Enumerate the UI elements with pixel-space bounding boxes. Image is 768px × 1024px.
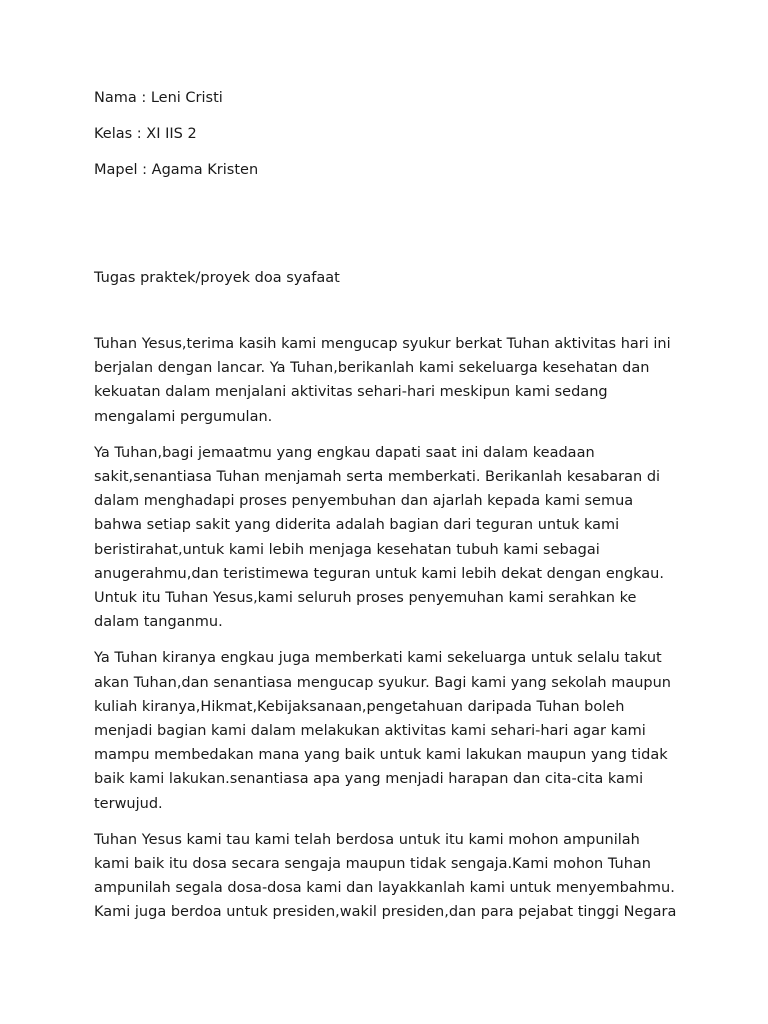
paragraph-line: beristirahat,untuk kami lebih menjaga kesehatan tubuh kami sebagai bbox=[94, 541, 600, 558]
paragraph-line: mampu membedakan mana yang baik untuk kami lakukan maupun yang tidak bbox=[94, 747, 668, 764]
prayer-paragraph bbox=[94, 441, 694, 635]
paragraph-line: Untuk itu Tuhan Yesus,kami seluruh proses penyemuhan kami serahkan ke bbox=[94, 590, 637, 607]
paragraph-line: Kami juga berdoa untuk presiden,wakil presiden,dan para pejabat tinggi Negara bbox=[94, 904, 677, 921]
paragraph-line: anugerahmu,dan teristimewa teguran untuk kami lebih dekat dengan engkau. bbox=[94, 565, 664, 582]
prayer-paragraph bbox=[94, 332, 694, 429]
paragraph-line: dalam tanganmu. bbox=[94, 614, 223, 631]
paragraph-line: dalam menghadapi proses penyembuhan dan ajarlah kepada kami semua bbox=[94, 493, 634, 510]
subject: Mapel : Agama Kristen bbox=[94, 162, 259, 178]
student-class: Kelas : XI IIS 2 bbox=[94, 126, 197, 142]
prayer-body bbox=[94, 332, 694, 925]
paragraph-line: Tuhan Yesus,terima kasih kami mengucap syukur berkat Tuhan aktivitas hari ini bbox=[94, 336, 671, 352]
paragraph-line: berjalan dengan lancar. Ya Tuhan,berikanlah kami sekeluarga kesehatan dan bbox=[94, 360, 650, 377]
paragraph-line: Tuhan Yesus kami tau kami telah berdosa untuk itu kami mohon ampunilah bbox=[94, 831, 640, 848]
student-name: Nama : Leni Cristi bbox=[94, 90, 223, 106]
paragraph-line: kuliah kiranya,Hikmat,Kebijaksanaan,pengetahuan daripada Tuhan boleh bbox=[94, 698, 625, 715]
paragraph-line: mengalami pergumulan. bbox=[94, 408, 273, 425]
paragraph-line: baik kami lakukan.senantiasa apa yang menjadi harapan dan cita-cita kami bbox=[94, 771, 644, 788]
paragraph-line: Ya Tuhan kiranya engkau juga memberkati kami sekeluarga untuk selalu takut bbox=[94, 650, 662, 667]
paragraph-line: kami baik itu dosa secara sengaja maupun tidak sengaja.Kami mohon Tuhan bbox=[94, 856, 651, 873]
paragraph-line: akan Tuhan,dan senantiasa mengucap syukur. Bagi kami yang sekolah maupun bbox=[94, 674, 671, 691]
paragraph-line: Ya Tuhan,bagi jemaatmu yang engkau dapati saat ini dalam keadaan bbox=[94, 444, 595, 461]
paragraph-line: terwujud. bbox=[94, 795, 163, 812]
paragraph-line: menjadi bagian kami dalam melakukan aktivitas kami sehari-hari agar kami bbox=[94, 723, 646, 740]
prayer-paragraph bbox=[94, 828, 694, 925]
document-page bbox=[94, 88, 694, 937]
paragraph-line: ampunilah segala dosa-dosa kami dan layakkanlah kami untuk menyembahmu. bbox=[94, 880, 675, 897]
document-title: Tugas praktek/proyek doa syafaat bbox=[94, 270, 340, 286]
paragraph-line: bahwa setiap sakit yang diderita adalah bagian dari teguran untuk kami bbox=[94, 517, 620, 534]
prayer-paragraph bbox=[94, 646, 694, 815]
paragraph-line: sakit,senantiasa Tuhan menjamah serta memberkati. Berikanlah kesabaran di bbox=[94, 469, 661, 486]
paragraph-line: kekuatan dalam menjalani aktivitas sehari-hari meskipun kami sedang bbox=[94, 384, 608, 401]
